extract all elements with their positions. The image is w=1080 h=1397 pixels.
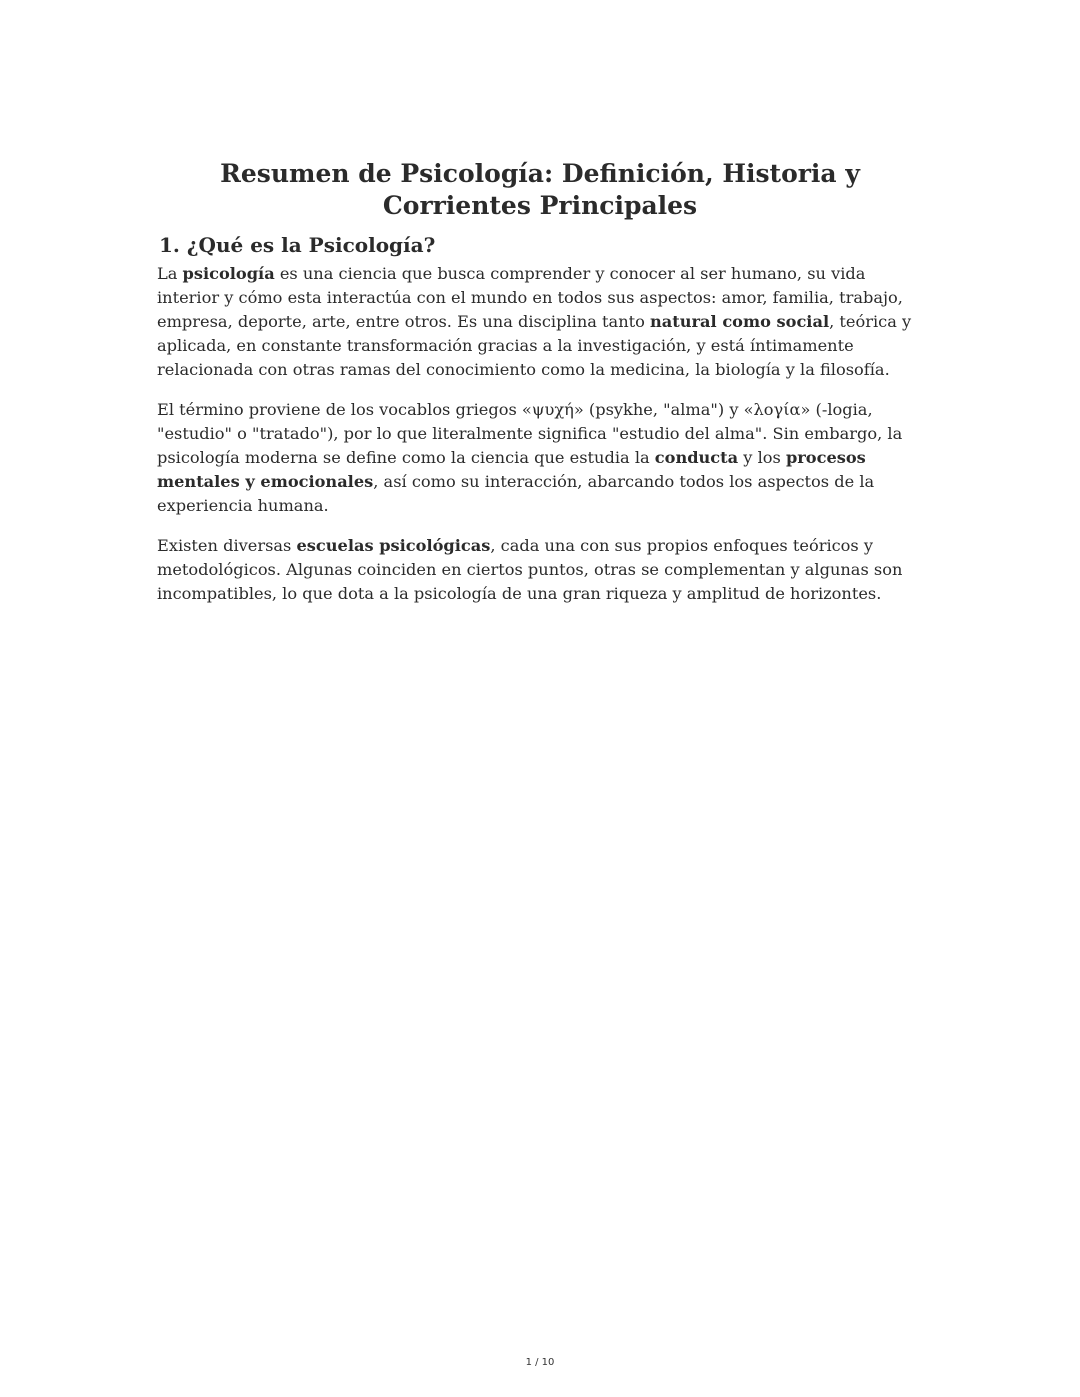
bold-term-natural-social: natural como social [650,312,830,331]
text-run: y los [738,448,786,467]
paragraph-definition [157,262,923,382]
section-heading-what-is-psychology: 1. ¿Qué es la Psicología? [159,233,436,257]
document-title: Resumen de Psicología: Definición, Historia y Corrientes Principales [220,159,860,220]
text-run: es una ciencia que busca comprender y conocer al ser humano, su vida interior y cómo esta interactúa con el mundo en todos sus aspectos: amor, familia, trabajo, empresa, deporte, arte, entre otros. Es una disciplina tanto [157,264,903,331]
text-run: , teórica y aplicada, en constante transformación gracias a la investigación, y está íntimamente relacionada con otras ramas del conocimiento como la medicina, la biología y la filosofía. [157,312,912,379]
paragraph-etymology [157,398,923,518]
bold-term-procesos: procesos mentales y emocionales [157,448,866,491]
text-run: , cada una con sus propios enfoques teóricos y metodológicos. Algunas coinciden en ciertos puntos, otras se complementan y algunas son incompatibles, lo que dota a la psicología de una gran riqueza y amplitud de horizontes. [157,536,903,603]
paragraph-schools [157,534,923,606]
text-run: , así como su interacción, abarcando todos los aspectos de la experiencia humana. [157,472,875,515]
text-run: Existen diversas [157,536,297,555]
text-run: La [157,264,183,283]
bold-term-conducta: conducta [654,448,739,467]
document-page [157,158,923,622]
bold-term-escuelas: escuelas psicológicas [296,536,491,555]
text-run: El término proviene de los vocablos griegos «ψυχή» (psykhe, "alma") y «λογία» (-logia, "estudio" o "tratado"), por lo que literalmente significa "estudio del alma". Sin embargo, la psicología moderna se define como la ciencia que estudia la [157,400,903,467]
page-number: 1 / 10 [525,1357,555,1368]
bold-term-psicologia: psicología [182,264,275,283]
